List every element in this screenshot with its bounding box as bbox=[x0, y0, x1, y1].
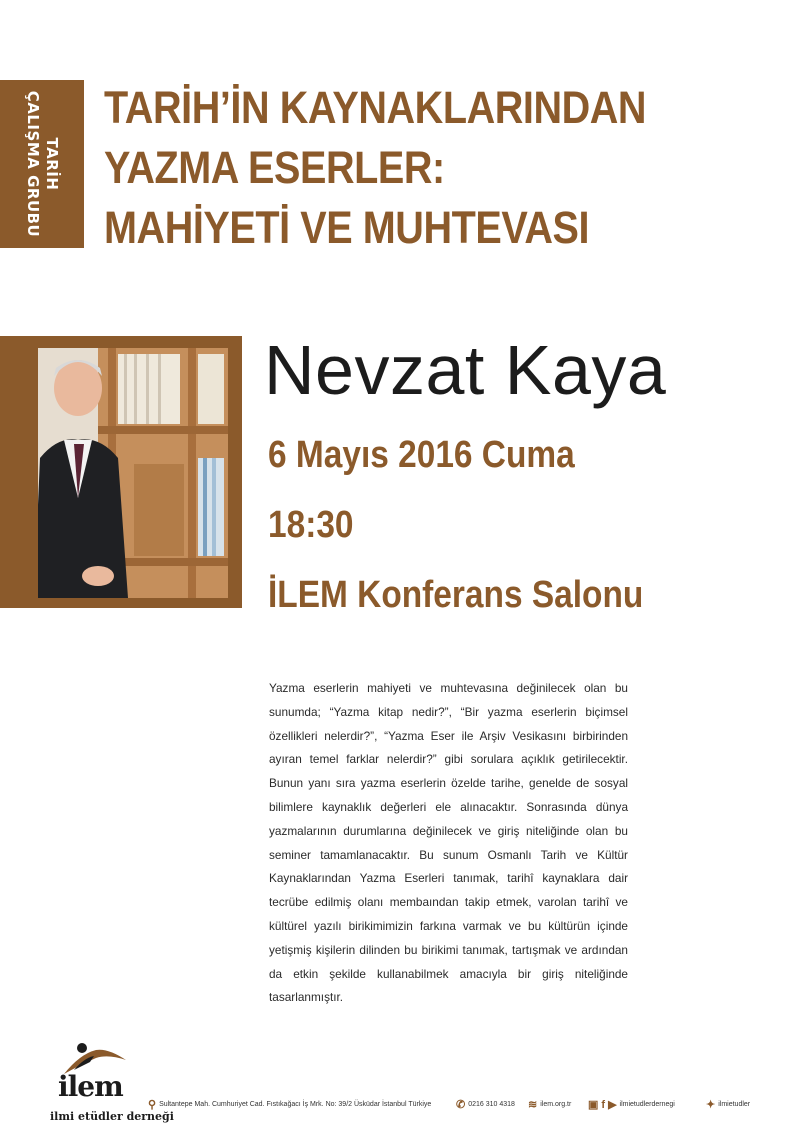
footer-social-text[interactable]: ilmietudlerdernegi bbox=[619, 1101, 675, 1108]
event-description: Yazma eserlerin mahiyeti ve muhtevasına değinilecek olan bu sunumda; “Yazma kitap nedir?”, “Bir yazma eserlerin biçimsel özellikleri nelerdir?”, “Yazma Eser ile Arşiv Vesikasını birbirinden ayıran temel farklar nelerdir?” gibi sorulara açıklık getirilecektir. Bunun yanı sıra yazma eserlerin özelde tarihe, genelde de sosyal bilimlere kaynaklık değerleri ele alınacaktır. Sonrasında dünya yazmalarının durumlarına değinilecek ve giriş niteliğinde olan bu seminer tamamlanacaktır. Bu sunum Osmanlı Tarih ve Kültür Kaynaklarından Yazma Eserleri tanımak, tarihî kaynaklara dair tecrübe edilmiş olanı membaından takip etmek, varolan tarihî ve kültürel yazılı birikimimizin farkına varmak ve bu kültürün içinde yetişmiş kişilerin dilinden bu birikimi tanımak, tartışmak ve ardından da etkin şekilde kullanabilmek amacıyla bir giriş niteliğinde tasarlanmıştır. bbox=[269, 681, 628, 1005]
title-line3: MAHİYETİ VE MUHTEVASI bbox=[104, 202, 590, 253]
side-label-text bbox=[23, 91, 61, 237]
footer-address bbox=[148, 1098, 431, 1111]
footer-website[interactable] bbox=[528, 1098, 571, 1111]
footer-contact-bar bbox=[148, 1098, 788, 1114]
side-label-line2: ÇALIŞMA GRUBU bbox=[24, 90, 42, 238]
event-time: 18:30 bbox=[268, 504, 354, 546]
speaker-name: Nevzat Kaya bbox=[264, 331, 667, 409]
youtube-icon[interactable]: ▶ bbox=[608, 1099, 617, 1111]
event-date: 6 Mayıs 2016 Cuma bbox=[268, 434, 575, 476]
title-line2: YAZMA ESERLER: bbox=[104, 142, 445, 193]
web-signal-icon: ≋ bbox=[528, 1099, 538, 1111]
side-label-line1: TARİH bbox=[43, 137, 61, 191]
location-pin-icon: ⚲ bbox=[148, 1099, 157, 1111]
footer-twitter[interactable] bbox=[706, 1098, 750, 1111]
logo-subtitle: ilmi etüdler derneği bbox=[50, 1110, 174, 1123]
footer-phone bbox=[456, 1098, 515, 1111]
instagram-icon[interactable]: ▣ bbox=[588, 1099, 599, 1111]
footer-social[interactable] bbox=[588, 1098, 675, 1111]
footer-phone-text: 0216 310 4318 bbox=[468, 1101, 515, 1108]
footer-address-text: Sultantepe Mah. Cumhuriyet Cad. Fıstıkağacı İş Mrk. No: 39/2 Üsküdar İstanbul Türkiye bbox=[159, 1101, 432, 1108]
title-line1: TARİH’İN KAYNAKLARINDAN bbox=[104, 82, 647, 133]
footer-website-text[interactable]: ilem.org.tr bbox=[540, 1101, 572, 1108]
event-venue: İLEM Konferans Salonu bbox=[268, 574, 644, 616]
logo-wordmark: ilem bbox=[58, 1070, 123, 1103]
phone-icon: ✆ bbox=[456, 1099, 466, 1111]
footer-twitter-text[interactable]: ilmietudler bbox=[718, 1101, 751, 1108]
twitter-bird-icon[interactable]: ✦ bbox=[706, 1099, 716, 1111]
event-title bbox=[104, 78, 685, 258]
facebook-icon[interactable]: f bbox=[601, 1098, 606, 1111]
speaker-photo bbox=[38, 348, 228, 598]
side-label-tab bbox=[0, 80, 84, 248]
speaker-portrait-illustration bbox=[38, 348, 228, 598]
